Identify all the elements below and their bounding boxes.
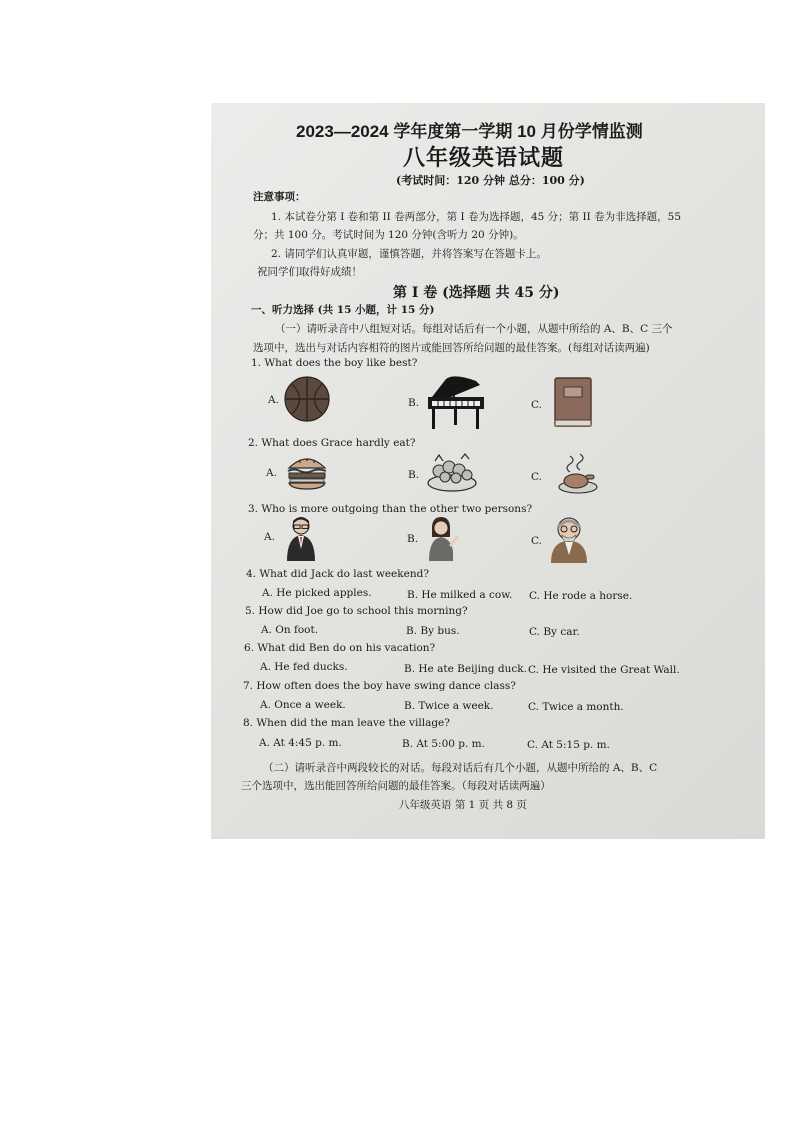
- q1-label-b: B.: [408, 397, 420, 409]
- question-2: 2. What does Grace hardly eat?: [248, 437, 416, 449]
- old-man-icon[interactable]: [547, 515, 591, 563]
- q1-label-a: A.: [268, 394, 279, 406]
- part1-instruction-line2: 选项中，选出与对话内容相符的图片或能回答所给问题的最佳答案。(每组对话读两遍): [253, 342, 650, 354]
- notes-item1-line1: 1. 本试卷分第 I 卷和第 II 卷两部分，第 I 卷为选择题，45 分；第 II 卷为非选择题，55: [271, 211, 682, 223]
- exam-info: (考试时间：120 分钟 总分：100 分): [396, 174, 585, 187]
- question-6: 6. What did Ben do on his vacation?: [244, 642, 436, 654]
- exam-title-line1: 2023—2024 学年度第一学期 10 月份学情监测: [296, 122, 643, 141]
- notes-item1-line2: 分；共 100 分。考试时间为 120 分钟(含听力 20 分钟)。: [253, 229, 524, 241]
- volume-title: 第 I 卷 (选择题 共 45 分): [393, 285, 560, 301]
- question-5: 5. How did Joe go to school this morning?: [245, 605, 468, 617]
- q7-option-a[interactable]: A. Once a week.: [260, 699, 346, 711]
- part2-instruction-line2: 三个选项中，选出能回答所给问题的最佳答案。（每段对话读两遍）: [241, 780, 551, 792]
- question-1: 1. What does the boy like best?: [251, 357, 418, 369]
- basketball-icon[interactable]: [284, 376, 330, 422]
- q2-label-c: C.: [531, 471, 542, 483]
- hamburger-icon[interactable]: [286, 453, 328, 491]
- q4-option-c[interactable]: C. He rode a horse.: [529, 590, 633, 602]
- part2-instruction-line1: （二）请听录音中两段较长的对话。每段对话后有几个小题，从题中所给的 A、B、C: [263, 762, 658, 774]
- q6-option-a[interactable]: A. He fed ducks.: [260, 661, 348, 673]
- q6-option-b[interactable]: B. He ate Beijing duck.: [404, 663, 527, 675]
- q4-option-b[interactable]: B. He milked a cow.: [407, 589, 513, 601]
- question-3: 3. Who is more outgoing than the other two persons?: [248, 503, 533, 515]
- q8-option-c[interactable]: C. At 5:15 p. m.: [527, 739, 610, 751]
- q3-label-b: B.: [407, 533, 419, 545]
- piano-icon[interactable]: [424, 373, 488, 431]
- q5-option-b[interactable]: B. By bus.: [406, 625, 460, 637]
- q8-option-a[interactable]: A. At 4:45 p. m.: [259, 737, 342, 749]
- notes-heading: 注意事项：: [253, 191, 306, 203]
- q6-option-c[interactable]: C. He visited the Great Wall.: [528, 664, 680, 676]
- q2-label-b: B.: [408, 469, 420, 481]
- question-7: 7. How often does the boy have swing dance class?: [243, 680, 516, 692]
- notes-item2: 2. 请同学们认真审题，谨慎答题，并将答案写在答题卡上。: [271, 248, 547, 260]
- q2-label-a: A.: [266, 467, 277, 479]
- q7-option-c[interactable]: C. Twice a month.: [528, 701, 624, 713]
- page-footer: 八年级英语 第 1 页 共 8 页: [399, 799, 527, 811]
- q3-label-a: A.: [264, 531, 275, 543]
- q3-label-c: C.: [531, 535, 542, 547]
- q5-option-c[interactable]: C. By car.: [529, 626, 580, 638]
- notes-wish: 祝同学们取得好成绩！: [257, 266, 362, 278]
- q5-option-a[interactable]: A. On foot.: [261, 624, 319, 636]
- q7-option-b[interactable]: B. Twice a week.: [404, 700, 494, 712]
- question-4: 4. What did Jack do last weekend?: [246, 568, 429, 580]
- q4-option-a[interactable]: A. He picked apples.: [262, 587, 372, 599]
- vegetable-dish-icon[interactable]: [425, 453, 479, 495]
- section1-title: 一、听力选择 (共 15 小题，计 15 分): [251, 304, 435, 316]
- part1-instruction-line1: （一）请听录音中八组短对话。每组对话后有一个小题，从题中所给的 A、B、C 三个: [275, 323, 673, 335]
- exam-paper-photo: [211, 103, 765, 839]
- question-8: 8. When did the man leave the village?: [243, 717, 450, 729]
- q8-option-b[interactable]: B. At 5:00 p. m.: [402, 738, 485, 750]
- woman-speaking-icon[interactable]: [423, 515, 459, 563]
- exam-title-line2: 八年级英语试题: [403, 146, 565, 171]
- book-icon[interactable]: [551, 376, 595, 428]
- roast-chicken-icon[interactable]: [556, 453, 600, 495]
- man-with-glasses-icon[interactable]: [283, 515, 319, 563]
- q1-label-c: C.: [531, 399, 542, 411]
